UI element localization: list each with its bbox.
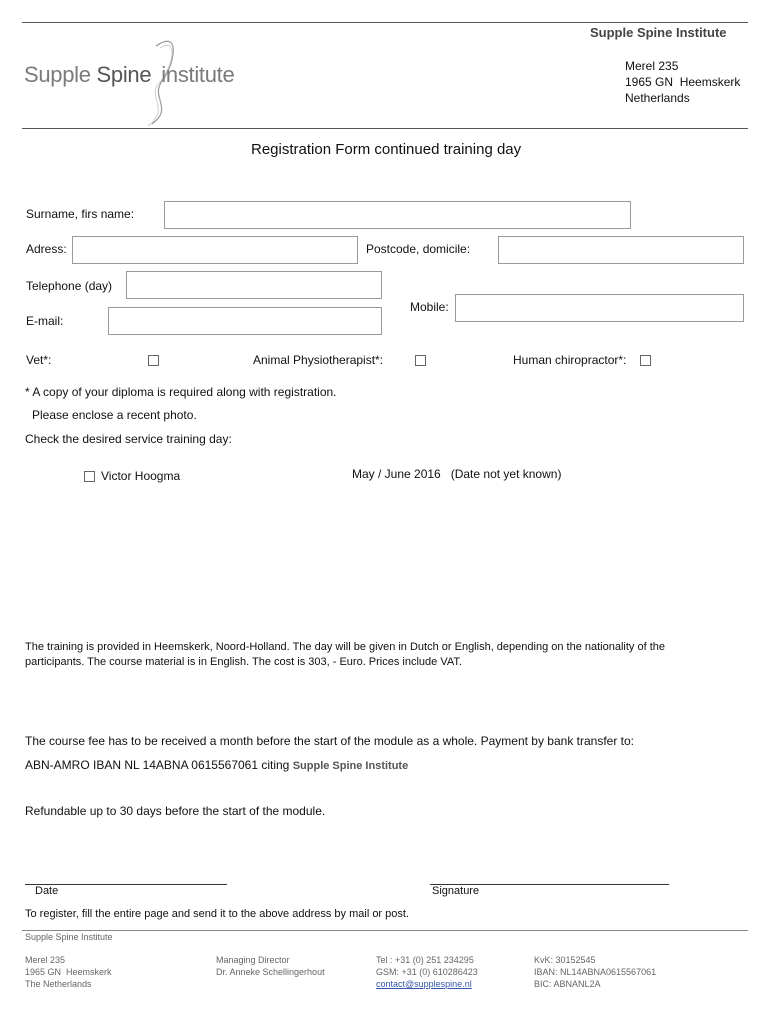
trainer-name: Victor Hoogma <box>101 469 181 483</box>
chiro-label: Human chiropractor*: <box>513 353 627 367</box>
info-paragraph-line1: The training is provided in Heemskerk, Noord-Holland. The day will be given in Dutch or English, depending on the nationality of the <box>25 641 665 653</box>
footer-email-link[interactable]: contact@supplespine.nl <box>376 979 472 989</box>
iban-value: ABN-AMRO IBAN NL 14ABNA 0615567061 citing <box>25 758 290 772</box>
address-label: Adress: <box>26 242 67 256</box>
refund-text: Refundable up to 30 days before the start of the module. <box>25 804 326 818</box>
physio-checkbox[interactable] <box>415 355 426 366</box>
footer-col1-line2: 1965 GN Heemskerk <box>25 967 112 977</box>
address-input[interactable] <box>72 236 358 264</box>
logo-word-supple: Supple <box>24 62 91 87</box>
victor-hoogma-checkbox[interactable] <box>84 471 95 482</box>
email-input[interactable] <box>108 307 382 335</box>
fee-text: The course fee has to be received a month before the start of the module as a whole. Payment by bank transfer to: <box>25 734 635 748</box>
training-date: May / June 2016 (Date not yet known) <box>352 467 562 481</box>
email-label: E-mail: <box>26 314 64 328</box>
footer-col2-line1: Managing Director <box>216 955 290 965</box>
footer-col4-line2: IBAN: NL14ABNA0615567061 <box>534 967 657 977</box>
header-address-line2: 1965 GN Heemskerk <box>625 75 741 89</box>
header-top-rule <box>22 22 748 23</box>
logo <box>24 26 235 126</box>
physio-label: Animal Physiotherapist*: <box>253 353 384 367</box>
footer-col1-line1: Merel 235 <box>25 955 66 965</box>
signature-label: Signature <box>432 885 480 897</box>
postcode-input[interactable] <box>498 236 744 264</box>
chiro-checkbox[interactable] <box>640 355 651 366</box>
footer-col1-line3: The Netherlands <box>25 979 92 989</box>
mobile-input[interactable] <box>455 294 744 322</box>
footer-col4-line3: BIC: ABNANL2A <box>534 979 601 989</box>
logo-text <box>24 62 234 88</box>
date-label: Date <box>35 885 59 897</box>
logo-word-institute: institute <box>161 62 235 87</box>
check-day-note: Check the desired service training day: <box>25 432 232 446</box>
register-instruction: To register, fill the entire page and send it to the above address by mail or post. <box>25 908 410 920</box>
footer-gsm: GSM: +31 (0) 610286423 <box>376 967 478 977</box>
telephone-input[interactable] <box>126 271 382 299</box>
footer-rule <box>22 930 748 931</box>
footer-col2-line2: Dr. Anneke Schellingerhout <box>216 967 325 977</box>
footer-tel: Tel : +31 (0) 251 234295 <box>376 955 474 965</box>
logo-word-spine: Spine <box>96 62 152 87</box>
surname-label: Surname, firs name: <box>26 207 135 221</box>
footer-col4-line1: KvK: 30152545 <box>534 955 596 965</box>
header-address-line1: Merel 235 <box>625 59 679 73</box>
header-bottom-rule <box>22 128 748 129</box>
photo-note: Please enclose a recent photo. <box>32 408 197 422</box>
info-paragraph-line2: participants. The course material is in English. The cost is 303, - Euro. Prices include VAT. <box>25 656 462 668</box>
diploma-note: * A copy of your diploma is required along with registration. <box>25 385 337 399</box>
postcode-label: Postcode, domicile: <box>366 242 471 256</box>
vet-label: Vet*: <box>26 353 52 367</box>
iban-text <box>25 758 408 772</box>
header-org-name: Supple Spine Institute <box>590 25 727 40</box>
mobile-label: Mobile: <box>410 300 449 314</box>
iban-org: Supple Spine Institute <box>292 760 409 772</box>
telephone-label: Telephone (day) <box>26 279 113 293</box>
surname-input[interactable] <box>164 201 631 229</box>
header-address-line3: Netherlands <box>625 91 690 105</box>
page-title: Registration Form continued training day <box>251 141 522 158</box>
vet-checkbox[interactable] <box>148 355 159 366</box>
footer-org: Supple Spine Institute <box>25 932 113 942</box>
